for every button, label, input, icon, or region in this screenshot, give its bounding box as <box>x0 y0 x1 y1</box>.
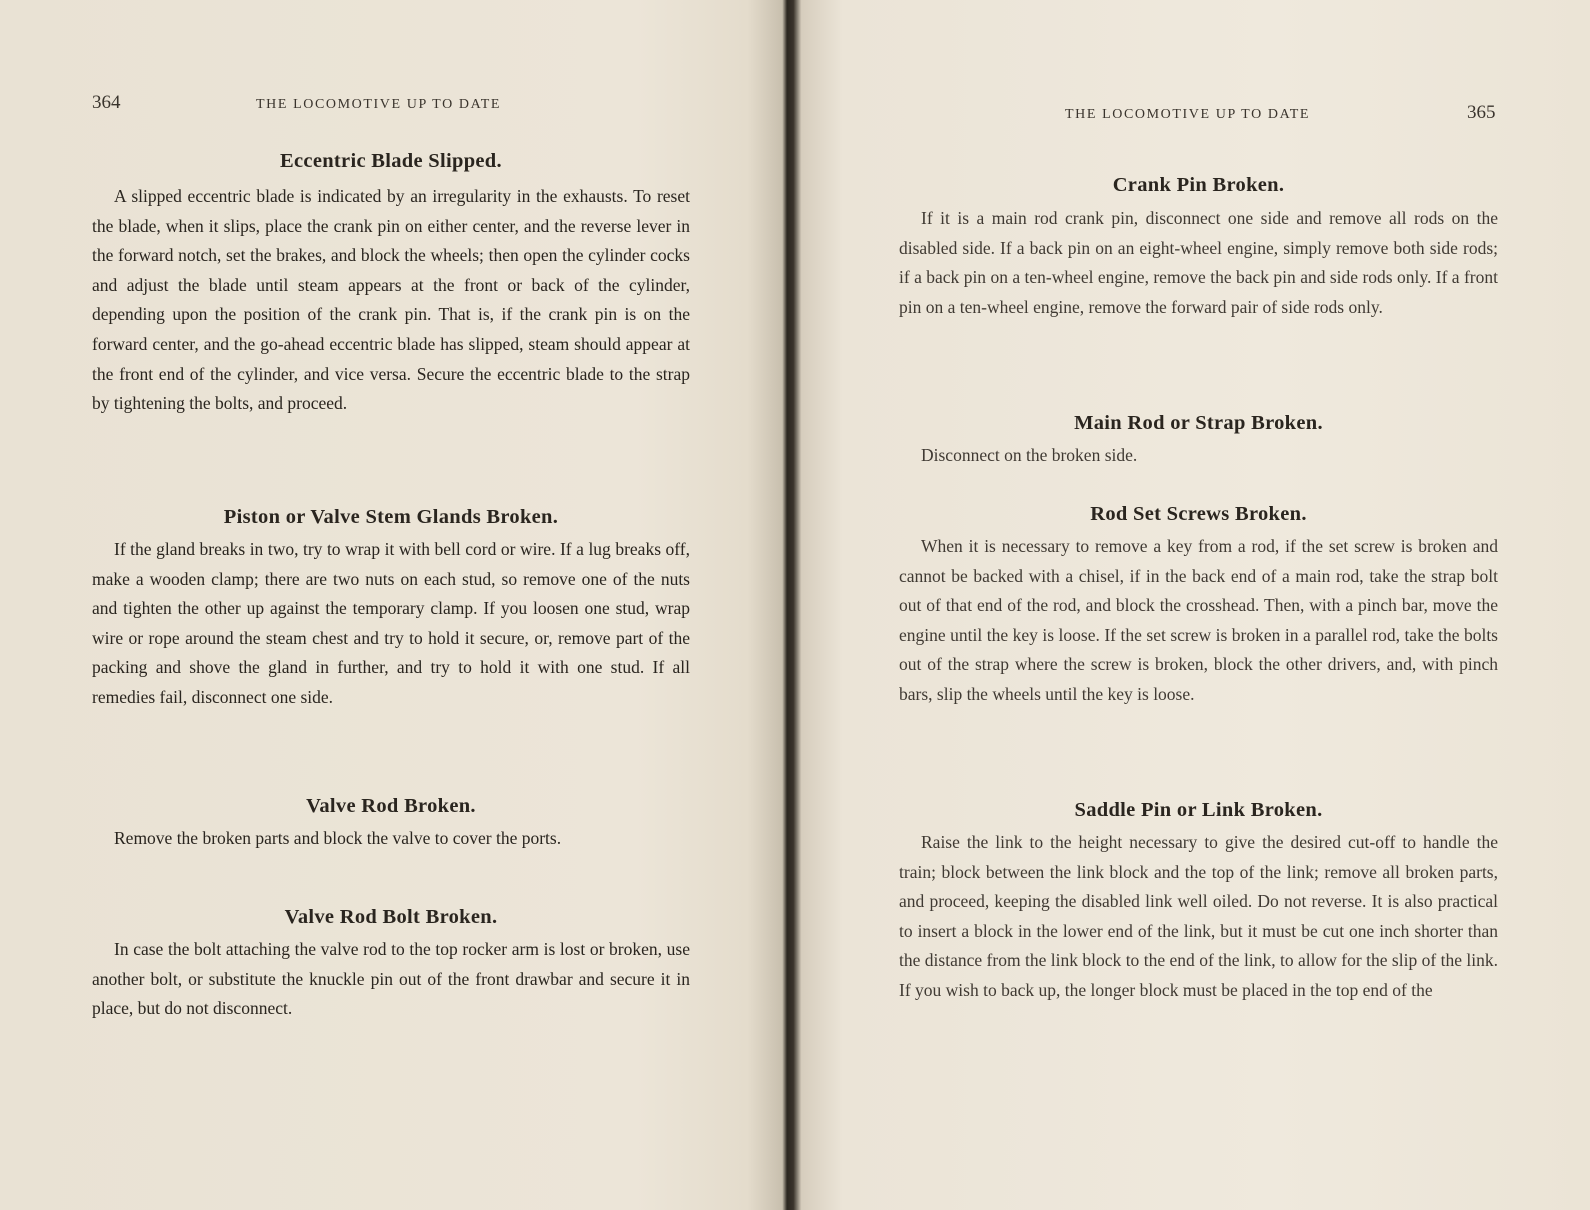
left-page <box>0 0 783 1210</box>
section-body: If the gland breaks in two, try to wrap it with bell cord or wire. If a lug breaks off, make a wooden clamp; there are two nuts on each stud, so remove one of the nuts and tighten the other up against the temporary clamp. If you loosen one stud, wrap wire or rope around the steam chest and try to hold it secure, or, remove part of the packing and shove the gland in further, and try to hold it with one stud. If all remedies fail, disconnect one side. <box>92 539 690 707</box>
section-body: Raise the link to the height necessary to give the desired cut-off to handle the train; block between the link block and the top of the link; remove all broken parts, and proceed, keeping the disabled link well oiled. Do not reverse. It is also practical to insert a block in the lower end of the link, but it must be cut one inch shorter than the distance from the link block to the end of the link, to allow for the slip of the link. If you wish to back up, the longer block must be placed in the top end of the <box>899 832 1498 1000</box>
section-heading: Rod Set Screws Broken. <box>1090 503 1307 525</box>
section-heading: Eccentric Blade Slipped. <box>280 150 502 172</box>
section-heading: Piston or Valve Stem Glands Broken. <box>223 506 559 528</box>
right-page <box>795 0 1590 1210</box>
section-body: If it is a main rod crank pin, disconnect one side and remove all rods on the disabled side. If a back pin on an eight-wheel engine, simply remove both side rods; if a back pin on a ten-wheel engine, remove the back pin and side rods only. If a front pin on a ten-wheel engine, remove the forward pair of side rods only. <box>899 208 1498 317</box>
page-number: 364 <box>92 92 121 113</box>
section-body: When it is necessary to remove a key from a rod, if the set screw is broken and cannot be backed with a chisel, if in the back end of a main rod, take the strap bolt out of that end of the rod, and block the crosshead. Then, with a pinch bar, move the engine until the key is loose. If the set screw is broken in a parallel rod, take the bolts out of the strap where the screw is broken, block the other drivers, and, with pinch bars, slip the wheels until the key is loose. <box>899 536 1498 704</box>
section-heading: Valve Rod Broken. <box>306 795 476 817</box>
running-title: THE LOCOMOTIVE UP TO DATE <box>1065 107 1311 122</box>
section-heading: Main Rod or Strap Broken. <box>1074 412 1323 434</box>
section-body: Disconnect on the broken side. <box>921 445 1138 465</box>
running-title: THE LOCOMOTIVE UP TO DATE <box>256 97 502 112</box>
section-heading: Valve Rod Bolt Broken. <box>284 906 498 928</box>
section-heading: Crank Pin Broken. <box>1112 174 1285 196</box>
page-number: 365 <box>1467 102 1496 123</box>
section-body: In case the bolt attaching the valve rod to the top rocker arm is lost or broken, use another bolt, or substitute the knuckle pin out of the front drawbar and secure it in place, but do not disconnect. <box>92 939 690 1019</box>
section-body: A slipped eccentric blade is indicated by an irregularity in the exhausts. To reset the blade, when it slips, place the crank pin on either center, and the reverse lever in the forward notch, set the brakes, and block the wheels; then open the cylinder cocks and adjust the blade until steam appears at the front or back of the cylinder, depending upon the position of the crank pin. That is, if the crank pin is on the forward center, and the go-ahead eccentric blade has slipped, steam should appear at the front end of the cylinder, and vice versa. Secure the eccentric blade to the strap by tightening the bolts, and proceed. <box>92 186 690 414</box>
section-heading: Saddle Pin or Link Broken. <box>1074 799 1323 821</box>
section-body: Remove the broken parts and block the valve to cover the ports. <box>114 828 562 848</box>
